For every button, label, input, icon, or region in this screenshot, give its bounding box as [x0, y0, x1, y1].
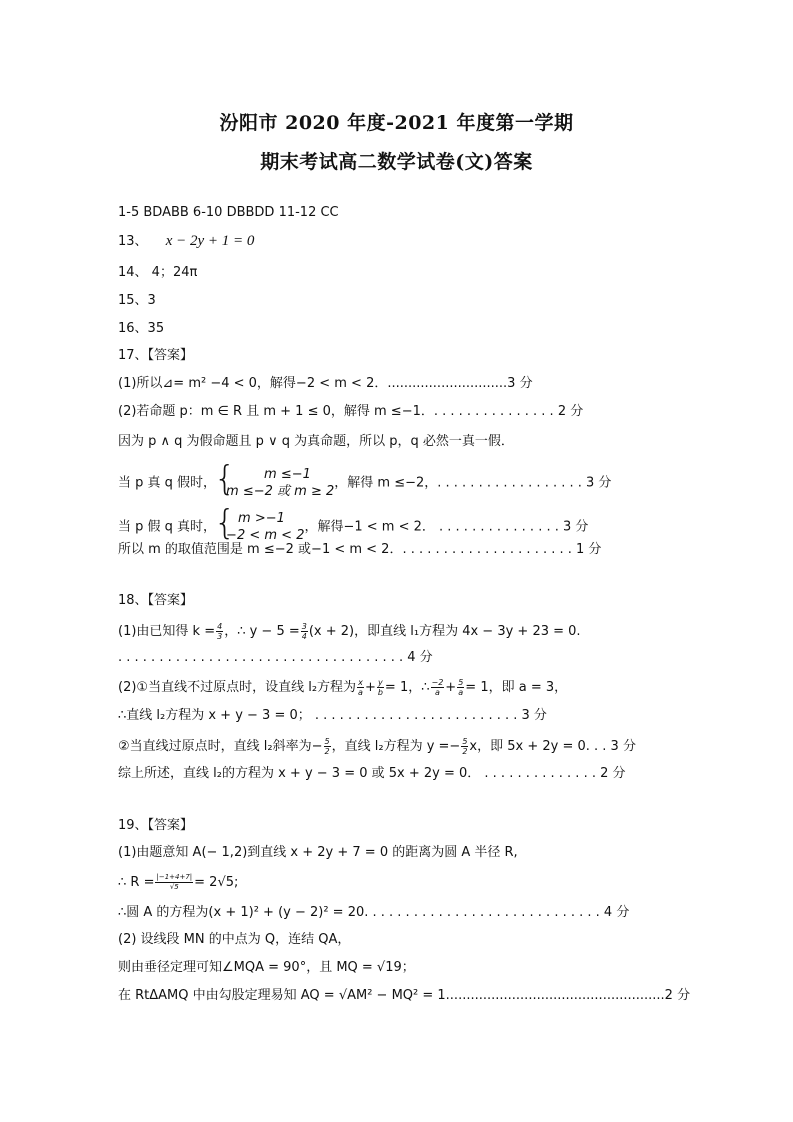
- q17-line-6: 所以 m 的取值范围是 m ≤−2 或−1 < m < 2．. . . . . . . . . . . . . . . . . . . . . 1 分: [118, 542, 602, 557]
- fraction-denominator: b: [377, 688, 383, 697]
- q19-l2-text-b: = 2√5;: [194, 875, 239, 890]
- title-line-1: 汾阳市 2020 年度-2021 年度第一学期: [219, 112, 574, 134]
- title-line-2: 期末考试高二数学试卷(文)答案: [260, 151, 533, 173]
- q18-l3-text-c: = 1，∴: [384, 680, 430, 695]
- fraction-neg2-a: [431, 678, 445, 697]
- q18-l3-text-a: (2)①当直线不过原点时，设直线 l₂方程为: [118, 680, 357, 695]
- fraction-denominator: a: [358, 688, 363, 697]
- fraction-denominator: 2: [462, 747, 468, 756]
- fraction-denominator: a: [458, 688, 464, 697]
- q19-line-5: 则由垂径定理可知∠MQA = 90°，且 MQ = √19；: [118, 960, 415, 975]
- q17-case2-cond2: −2 < m < 2: [226, 528, 305, 543]
- q19-line-2: [118, 873, 238, 892]
- fraction-denominator: √5: [169, 883, 179, 891]
- choice-answers: 1-5 BDABB 6-10 DBBDD 11-12 CC: [118, 205, 339, 220]
- q17-line-2: (2)若命题 p：m ∈ R 且 m + 1 ≤ 0，解得 m ≤−1．. . . . . . . . . . . . . . . 2 分: [118, 404, 584, 419]
- q18-l5-text-b: ，直线 l₂方程为 y =−: [331, 739, 461, 754]
- q17-case1-cond2: m ≤−2 或 m ≥ 2: [226, 484, 335, 499]
- fraction-numerator: 5: [324, 737, 330, 746]
- q18-line-6: 综上所述，直线 l₂的方程为 x + y − 3 = 0 或 5x + 2y = 0． . . . . . . . . . . . . . . 2 分: [118, 766, 626, 781]
- answer-15: 15、3: [118, 293, 156, 308]
- fraction-numerator: |−1+4+7|: [156, 873, 193, 881]
- q17-line-5: [118, 510, 588, 544]
- q17-line-1: (1)所以⊿= m² −4 < 0，解得−2 < m < 2．.............................3 分: [118, 376, 533, 391]
- answer-14: 14、 4；24π: [118, 265, 198, 280]
- fraction-denominator: 3: [217, 632, 223, 641]
- q18-line-2: . . . . . . . . . . . . . . . . . . . . . . . . . . . . . . . . . . . 4 分: [118, 650, 433, 665]
- q17-case2-system: [216, 510, 304, 544]
- fraction-denominator: 4: [301, 632, 307, 641]
- q17-line-4: [118, 466, 611, 500]
- q18-l1-text-b: ，∴ y − 5 =: [224, 624, 300, 639]
- fraction-numerator: 3: [301, 622, 307, 631]
- fraction-3-4: [301, 622, 308, 641]
- q17-case2-label: 当 p 假 q 真时，: [118, 519, 217, 535]
- q19-line-3: ∴圆 A 的方程为(x + 1)² + (y − 2)² = 20. . . . . . . . . . . . . . . . . . . . . . . . . . . . . 4 分: [118, 905, 630, 920]
- fraction-numerator: 4: [217, 622, 223, 631]
- q18-line-5: [118, 737, 636, 756]
- q17-case2-result: ，解得−1 < m < 2． . . . . . . . . . . . . . . . 3 分: [304, 519, 589, 535]
- fraction-5-2: [461, 737, 468, 756]
- q18-line-1: [118, 622, 581, 641]
- answer-16: 16、35: [118, 321, 165, 336]
- q17-case1-result: ，解得 m ≤−2，. . . . . . . . . . . . . . . . . . 3 分: [334, 475, 612, 491]
- fraction-denominator: a: [434, 688, 440, 697]
- fraction-numerator: 5: [458, 678, 464, 687]
- fraction-numerator: x: [358, 678, 363, 687]
- q17-case1-label: 当 p 真 q 假时，: [118, 475, 217, 491]
- q18-heading: 18、【答案】: [118, 593, 194, 608]
- fraction-y-b: [377, 678, 384, 697]
- q17-heading: 17、【答案】: [118, 348, 194, 363]
- fraction-numerator: −2: [431, 678, 444, 687]
- answer-13: [118, 233, 254, 250]
- q18-l1-text-a: (1)由已知得 k =: [118, 624, 216, 639]
- q18-l3-text-e: = 1，即 a = 3，: [465, 680, 568, 695]
- q18-l5-text-c: x，即 5x + 2y = 0. . . 3 分: [469, 739, 636, 754]
- plus-sign: +: [445, 680, 457, 695]
- answer-13-equation: x − 2y + 1 = 0: [165, 233, 255, 249]
- q18-line-4: ∴直线 l₂方程为 x + y − 3 = 0； . . . . . . . . . . . . . . . . . . . . . . . . . 3 分: [118, 708, 547, 723]
- q17-case1-system: [216, 466, 334, 500]
- fraction-denominator: 2: [324, 747, 330, 756]
- q19-line-6: 在 RtΔAMQ 中由勾股定理易知 AQ = √AM² − MQ² = 1.....................................................2 分: [118, 988, 691, 1003]
- answer-13-label: 13、: [118, 234, 148, 249]
- fraction-5-2: [324, 737, 331, 756]
- fraction-x-a: [357, 678, 364, 697]
- fraction-numerator: y: [378, 678, 383, 687]
- fraction-4-3: [216, 622, 223, 641]
- q19-heading: 19、【答案】: [118, 818, 194, 833]
- q19-line-1: (1)由题意知 A(− 1,2)到直线 x + 2y + 7 = 0 的距离为圆 A 半径 R,: [118, 845, 518, 860]
- q19-line-4: (2) 设线段 MN 的中点为 Q，连结 QA，: [118, 932, 351, 947]
- fraction-5-a: [457, 678, 464, 697]
- fraction-numerator: 5: [462, 737, 468, 746]
- q17-line-3: 因为 p ∧ q 为假命题且 p ∨ q 为真命题，所以 p，q 必然一真一假．: [118, 434, 514, 449]
- q19-l2-text-a: ∴ R =: [118, 875, 155, 890]
- plus-sign: +: [364, 680, 376, 695]
- q18-l1-text-c: (x + 2)，即直线 l₁方程为 4x − 3y + 23 = 0.: [308, 624, 581, 639]
- fraction-distance: [155, 873, 193, 892]
- q18-line-3: [118, 678, 567, 697]
- q17-case2-cond1: { m >−1: [238, 511, 285, 526]
- q18-l5-text-a: ②当直线过原点时，直线 l₂斜率为−: [118, 739, 323, 754]
- q17-case1-cond1: { m ≤−1: [264, 467, 311, 482]
